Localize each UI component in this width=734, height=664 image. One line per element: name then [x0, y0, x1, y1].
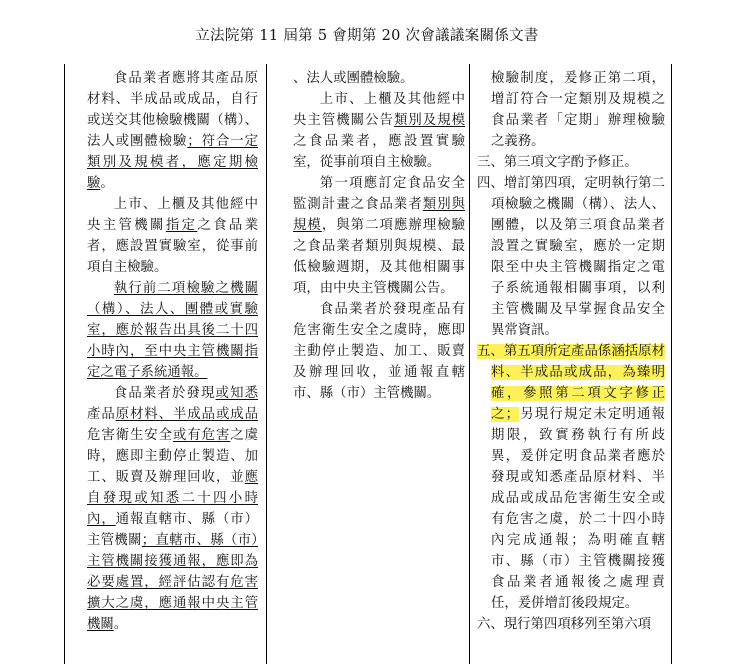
c3-item-5-highlight: 五、第五項所定產品係涵括原材料、半成品或成品，為臻明確，參照第二項文字修正之； [477, 344, 665, 422]
underlined-text: 類別與規模 [293, 197, 466, 233]
c1-paragraph-2 [87, 194, 258, 278]
c1-paragraph-1 [87, 68, 258, 194]
text-segment: 之虞時，應即主動停止製造、加工、販賣及辦理回收，並 [87, 428, 258, 485]
c3-item-5-rest: 另現行規定未定明通報期限，致實務執行有所歧異，爰併定明食品業者應於發現或知悉產品原材料、半成品或成品危害衛生安全或有危害之虞，於二十四小時內完成通報；為明確直轄市、縣（市）主管機關接獲食品業者通報後之處理責任，爰併增訂後段規定。 [491, 407, 666, 611]
text-segment: 危害衛生安全 [87, 428, 173, 443]
column-amended-text [87, 68, 258, 635]
text-segment: 。 [100, 176, 114, 191]
underlined-text: 或知悉 [215, 386, 259, 401]
c2-paragraph-2 [293, 173, 465, 299]
c3-item-5 [477, 341, 665, 614]
text-segment: 食品業者於發現 [113, 386, 216, 401]
underlined-text: 指定 [165, 218, 198, 233]
underlined-text: 應自發現或知悉二十四小時內， [87, 470, 258, 527]
text-segment: ，與第二項應辦理檢驗之食品業者類別與規模、最低檢驗週期，及其他相關事項，由中央主管機關公告。 [293, 218, 466, 296]
underlined-text: 類別及規模 [393, 113, 466, 128]
document-header: 立法院第 11 屆第 5 會期第 20 次會議議案關係文書 [195, 28, 539, 44]
text-segment: 上市、上櫃及其他經中央主管機關 [87, 197, 258, 233]
c2-paragraph-0: 、法人或團體檢驗。 [293, 71, 414, 86]
text-segment: 之食品業者，應設置實驗室，從事前項自主檢驗。 [293, 134, 465, 170]
comparison-table [64, 64, 672, 664]
underlined-text: 執行前二項檢驗之機關（構）、法人、團體或實驗室，應於報告出具後二十四小時內，至中央主管機關指定之電子系統通報。 [87, 281, 258, 380]
c1-paragraph-4 [87, 383, 258, 635]
underlined-text: ；直轄市、縣（市）主管機關接獲通報，應即為必要處置，經評估認有危害擴大之虞，應通報中央主管機關 [87, 533, 258, 632]
c3-continuation: 檢驗制度，爰修正第二項，增訂符合一定類別及規模之食品業者「定期」辦理檢驗之義務。 [491, 71, 665, 149]
text-segment: 。 [113, 617, 128, 632]
c2-paragraph-1 [293, 89, 465, 173]
column-divider-2 [469, 64, 470, 664]
c2-paragraph-3: 食品業者於發現產品有危害衛生安全之虞時，應即主動停止製造、加工、販賣及辦理回收，並通報直轄市、縣（市）主管機關。 [293, 302, 465, 401]
table-border-right [671, 64, 672, 664]
column-divider-1 [266, 64, 267, 664]
underlined-text: 或有危害 [172, 428, 231, 443]
text-segment: 上市、上櫃及其他經中央主管機關公告 [293, 92, 465, 128]
c3-item-6: 六、現行第四項移列至第六項 [477, 617, 652, 632]
column-current-text [293, 68, 465, 404]
text-segment: 產品 [87, 407, 116, 422]
text-segment: 食品業者應將其產品原材料、半成品或成品，自行或送交其他檢驗機關（構）、法人或團體檢驗 [87, 71, 258, 149]
underlined-text: ；符合一定類別及規模者，應定期檢驗 [87, 134, 258, 191]
c3-item-4: 四、增訂第四項，定明執行第二項檢驗之機關（構）、法人、團體，以及第三項食品業者設置之實驗室，應於一定期限至中央主管機關指定之電子系統通報相關事項，以利主管機關及早掌握食品安全異常資訊。 [477, 176, 665, 338]
underlined-text: 原材料、半成品或成品 [115, 407, 258, 422]
text-segment: 第一項應訂定食品安全監測計畫之食品業者 [293, 176, 465, 212]
c3-item-3: 三、第三項文字酌予修正。 [477, 155, 638, 170]
text-segment: 通報直轄市、縣（市）主管機關 [87, 512, 258, 548]
table-border-left [64, 64, 65, 664]
c1-paragraph-3 [87, 278, 258, 383]
text-segment: 之食品業者，應設置實驗室，從事前項自主檢驗。 [87, 218, 259, 275]
column-explanation [477, 68, 665, 635]
